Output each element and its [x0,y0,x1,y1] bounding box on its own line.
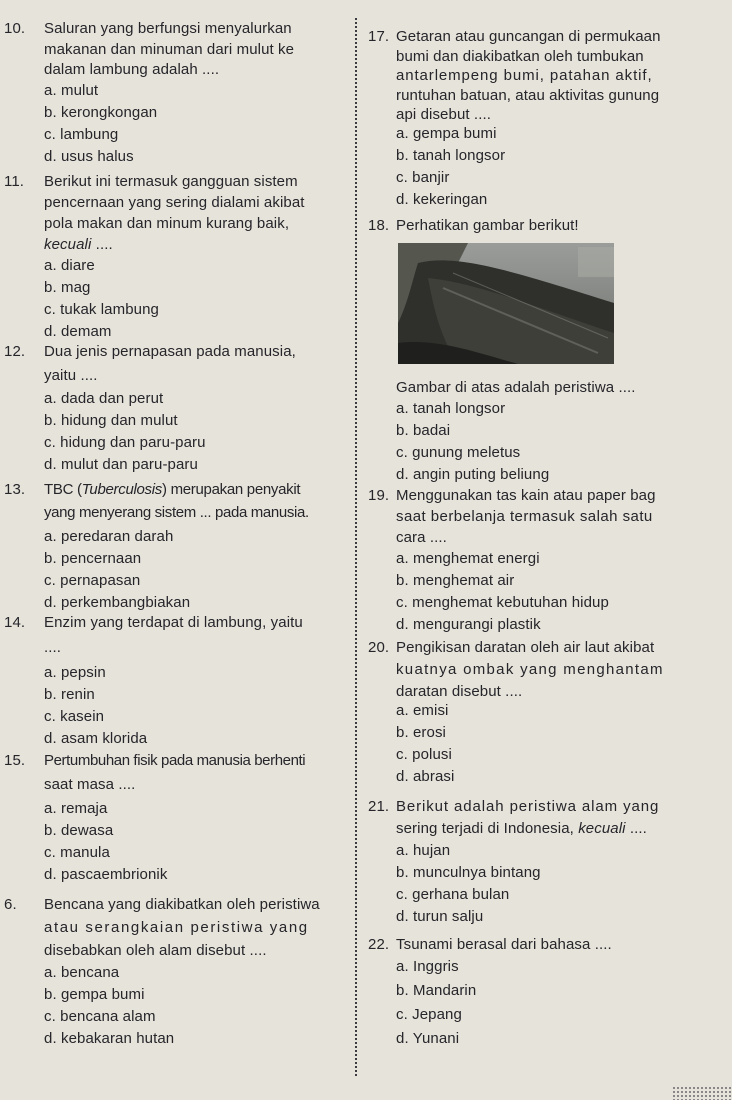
question-text-line: Pengikisan daratan oleh air laut akibat [396,639,655,656]
question-text-line: runtuhan batuan, atau aktivitas gunung [396,86,660,104]
answer-option[interactable]: a. Inggris [396,958,459,975]
question-number: 10. [4,20,26,37]
answer-option[interactable]: d. angin puting beliung [396,466,550,483]
answer-option[interactable]: b. badai [396,422,451,439]
answer-option[interactable]: a. mulut [44,82,99,99]
answer-option[interactable]: b. menghemat air [396,572,515,589]
answer-option[interactable]: d. kekeringan [396,191,488,208]
question-text-line: Berikut adalah peristiwa alam yang [396,798,660,815]
answer-option[interactable]: d. mulut dan paru-paru [44,456,198,473]
answer-option[interactable]: c. pernapasan [44,572,141,589]
question-number: 21. [368,798,390,815]
answer-option[interactable]: a. menghemat energi [396,550,540,567]
answer-option[interactable]: c. manula [44,844,110,861]
question-text-line: yang menyerang sistem ... pada manusia. [44,504,309,521]
answer-option[interactable]: a. bencana [44,964,120,981]
answer-option[interactable]: b. munculnya bintang [396,864,541,881]
answer-option[interactable]: c. hidung dan paru-paru [44,434,206,451]
question-text-line: kecuali .... [44,236,113,253]
answer-option[interactable]: d. demam [44,323,112,340]
question-number: 14. [4,614,26,631]
question-text-line: Enzim yang terdapat di lambung, yaitu [44,614,303,631]
question-number: 12. [4,343,26,360]
question-number: 6. [4,896,17,913]
question-text-line: Saluran yang berfungsi menyalurkan [44,20,292,37]
answer-option[interactable]: c. kasein [44,708,105,725]
question-number: 22. [368,936,390,953]
answer-option[interactable]: d. perkembangbiakan [44,594,191,611]
question-text-line: saat berbelanja termasuk salah satu [396,508,653,525]
question-text-line: Dua jenis pernapasan pada manusia, [44,343,296,360]
question-number: 11. [4,173,25,190]
answer-option[interactable]: b. tanah longsor [396,147,506,164]
answer-option[interactable]: d. turun salju [396,908,484,925]
answer-option[interactable]: a. hujan [396,842,451,859]
question-text-line: Gambar di atas adalah peristiwa .... [396,379,636,396]
question-text-line: Tsunami berasal dari bahasa .... [396,936,612,953]
answer-option[interactable]: c. lambung [44,126,119,143]
answer-option[interactable]: b. dewasa [44,822,114,839]
answer-option[interactable]: c. gerhana bulan [396,886,510,903]
answer-option[interactable]: a. pepsin [44,664,106,681]
answer-option[interactable]: b. Mandarin [396,982,477,999]
answer-option[interactable]: a. dada dan perut [44,390,164,407]
question-text-line: atau serangkaian peristiwa yang [44,919,309,936]
question-text-line: sering terjadi di Indonesia, kecuali .... [396,820,647,837]
answer-option[interactable]: a. gempa bumi [396,125,497,142]
answer-option[interactable]: d. asam klorida [44,730,148,747]
question-text-line: Menggunakan tas kain atau paper bag [396,487,656,504]
question-text-line: Pertumbuhan fisik pada manusia berhenti [44,752,306,769]
answer-option[interactable]: b. pencernaan [44,550,142,567]
answer-option[interactable]: d. usus halus [44,148,134,165]
question-text-line: pencernaan yang sering dialami akibat [44,194,305,211]
answer-option[interactable]: c. tukak lambung [44,301,159,318]
question-text-line: .... [44,639,62,656]
answer-option[interactable]: a. remaja [44,800,108,817]
answer-option[interactable]: c. gunung meletus [396,444,521,461]
question-text-line: daratan disebut .... [396,683,523,700]
answer-option[interactable]: a. emisi [396,702,449,719]
answer-option[interactable]: c. banjir [396,169,450,186]
question-text-line: Perhatikan gambar berikut! [396,217,579,234]
answer-option[interactable]: a. tanah longsor [396,400,506,417]
question-number: 20. [368,639,390,656]
question-number: 15. [4,752,26,769]
answer-option[interactable]: b. hidung dan mulut [44,412,178,429]
question-text-line: yaitu .... [44,367,98,384]
question-text-line: bumi dan diakibatkan oleh tumbukan [396,47,644,65]
answer-option[interactable]: d. mengurangi plastik [396,616,541,633]
landslide-photo [398,243,614,364]
question-text-line: antarlempeng bumi, patahan aktif, [396,67,653,84]
answer-option[interactable]: d. kebakaran hutan [44,1030,175,1047]
answer-option[interactable]: c. bencana alam [44,1008,156,1025]
column-divider [355,18,357,1076]
answer-option[interactable]: d. pascaembrionik [44,866,168,883]
answer-option[interactable]: c. polusi [396,746,452,763]
question-number: 13. [4,481,26,498]
answer-option[interactable]: b. gempa bumi [44,986,145,1003]
question-text-line: makanan dan minuman dari mulut ke [44,40,295,58]
question-text-line: kuatnya ombak yang menghantam [396,661,664,678]
question-text-line: Getaran atau guncangan di permukaan [396,28,661,45]
answer-option[interactable]: a. diare [44,257,95,274]
answer-option[interactable]: d. Yunani [396,1030,460,1047]
question-number: 17. [368,28,390,45]
question-text-line: TBC (Tuberculosis) merupakan penyakit [44,481,301,498]
answer-option[interactable]: c. Jepang [396,1006,462,1023]
question-text-line: pola makan dan minum kurang baik, [44,215,290,232]
question-number: 18. [368,217,390,234]
answer-option[interactable]: b. kerongkongan [44,104,158,121]
question-text-line: saat masa .... [44,776,136,793]
question-text-line: dalam lambung adalah .... [44,61,220,78]
question-text-line: cara .... [396,529,447,546]
question-text-line: Berikut ini termasuk gangguan sistem [44,173,298,190]
answer-option[interactable]: a. peredaran darah [44,528,174,545]
question-text-line: disebabkan oleh alam disebut .... [44,942,267,959]
question-text-line: api disebut .... [396,106,491,123]
question-text-line: Bencana yang diakibatkan oleh peristiwa [44,896,320,913]
question-number: 19. [368,487,390,504]
scan-artifact [672,1086,732,1100]
answer-option[interactable]: b. erosi [396,724,446,741]
answer-option[interactable]: b. renin [44,686,95,703]
answer-option[interactable]: b. mag [44,279,91,296]
answer-option[interactable]: c. menghemat kebutuhan hidup [396,594,609,611]
answer-option[interactable]: d. abrasi [396,768,455,785]
